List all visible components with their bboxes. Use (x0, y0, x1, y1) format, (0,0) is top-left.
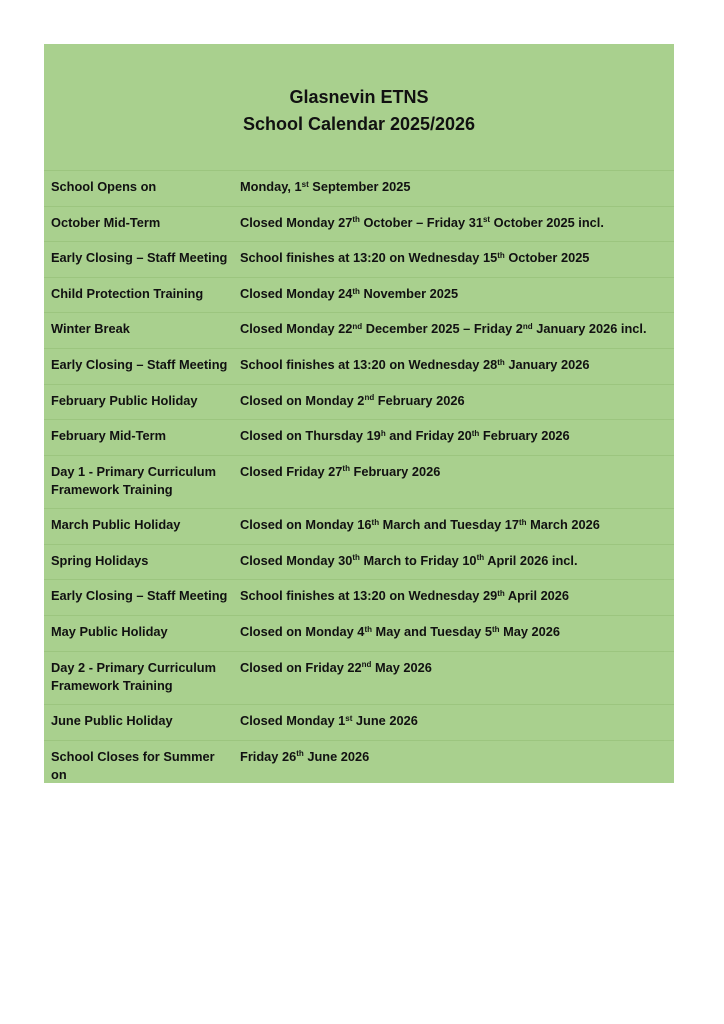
ordinal-suffix: th (352, 553, 360, 563)
ordinal-suffix: th (497, 357, 505, 367)
date-text: September 2025 (308, 179, 411, 194)
calendar-row (44, 508, 674, 544)
event-label: February Public Holiday (51, 392, 198, 408)
date-text: Closed Monday 24 (240, 285, 353, 301)
calendar-row (44, 455, 674, 508)
date-text: Closed Monday 1 (240, 712, 346, 728)
calendar-row (44, 419, 674, 455)
date-text: March to Friday 10 (359, 552, 477, 568)
event-label: Spring Holidays (51, 552, 149, 568)
event-date (240, 285, 670, 303)
date-text: May 2026 (371, 659, 432, 675)
event-date (240, 214, 670, 232)
date-text: December 2025 – Friday 2 (362, 321, 523, 337)
date-text: March and Tuesday 17 (379, 517, 519, 533)
calendar-row (44, 241, 674, 277)
event-date (240, 392, 670, 410)
date-text: Closed on Thursday 19 (240, 428, 381, 444)
date-text: Closed Monday 22 (240, 321, 353, 337)
date-text: School finishes at 13:20 on Wednesday 29 (240, 588, 498, 604)
school-name: Glasnevin ETNS (289, 87, 429, 107)
event-label: June Public Holiday (51, 712, 173, 728)
ordinal-suffix: nd (352, 322, 363, 332)
event-label: School Closes for Summer on (51, 748, 215, 782)
date-text: June 2026 (352, 712, 418, 728)
date-text: June 2026 (303, 748, 370, 764)
calendar-row (44, 704, 674, 740)
ordinal-suffix: th (352, 286, 360, 296)
calendar-row (44, 312, 674, 348)
calendar-row (44, 740, 674, 782)
ordinal-suffix: st (482, 215, 491, 225)
calendar-table (44, 170, 674, 782)
ordinal-suffix: th (491, 624, 500, 634)
calendar-row (44, 384, 674, 420)
event-date (240, 320, 670, 338)
ordinal-suffix: th (497, 589, 505, 599)
ordinal-suffix: th (364, 624, 372, 634)
event-label: Child Protection Training (51, 285, 204, 301)
ordinal-suffix: st (345, 713, 353, 723)
calendar-row (44, 651, 674, 704)
ordinal-suffix: th (352, 215, 360, 225)
calendar-row (44, 277, 674, 313)
event-label: Early Closing – Staff Meeting (51, 588, 228, 604)
event-label: February Mid-Term (51, 428, 166, 444)
date-text: May and Tuesday 5 (372, 623, 492, 639)
ordinal-suffix: th (518, 517, 527, 527)
date-text: School finishes at 13:20 on Wednesday 28 (240, 356, 498, 372)
calendar-row (44, 170, 674, 206)
calendar-row (44, 615, 674, 651)
ordinal-suffix: h (380, 428, 386, 438)
ordinal-suffix: th (371, 517, 380, 527)
date-text: January 2026 (504, 356, 590, 372)
date-text: Closed Monday 30 (240, 552, 353, 568)
date-text: Friday 26 (240, 748, 297, 764)
event-date (240, 552, 670, 570)
ordinal-suffix: nd (522, 322, 533, 332)
date-text: February 2026 (349, 463, 441, 479)
calendar-panel (44, 44, 674, 783)
calendar-row (44, 579, 674, 615)
ordinal-suffix: st (301, 179, 309, 189)
date-text: November 2025 (359, 285, 459, 301)
date-text: and Friday 20 (385, 428, 472, 444)
event-label: Day 1 - Primary Curriculum Framework Training (51, 463, 216, 497)
date-text: Monday, 1 (240, 179, 302, 194)
calendar-row (44, 348, 674, 384)
event-date (240, 623, 670, 641)
calendar-title (44, 84, 674, 138)
ordinal-suffix: th (476, 553, 485, 563)
date-text: January 2026 incl. (532, 321, 647, 337)
date-text: Closed Friday 27 (240, 463, 343, 479)
date-text: School finishes at 13:20 on Wednesday 15 (240, 250, 498, 266)
calendar-row (44, 206, 674, 242)
date-text: February 2026 (374, 392, 465, 408)
date-text: Closed Monday 27 (240, 214, 353, 230)
date-text: February 2026 (479, 428, 570, 444)
date-text: October – Friday 31 (359, 214, 483, 230)
ordinal-suffix: th (342, 464, 350, 474)
event-date (240, 249, 670, 267)
ordinal-suffix: th (471, 428, 480, 438)
date-text: Closed on Friday 22 (240, 659, 362, 675)
event-label: Day 2 - Primary Curriculum Framework Training (51, 659, 216, 693)
calendar-year-title: School Calendar 2025/2026 (242, 114, 476, 134)
date-text: March 2026 (526, 517, 600, 533)
event-date (240, 427, 670, 445)
event-label: May Public Holiday (51, 623, 168, 639)
date-text: Closed on Monday 2 (240, 392, 365, 408)
calendar-row (44, 544, 674, 580)
event-label: October Mid-Term (51, 214, 161, 230)
event-date (240, 463, 670, 481)
date-text: April 2026 (504, 588, 570, 604)
ordinal-suffix: th (296, 749, 304, 759)
event-date (240, 748, 670, 766)
event-date (240, 516, 670, 534)
event-label: March Public Holiday (51, 517, 181, 533)
event-date (240, 178, 670, 196)
date-text: Closed on Monday 4 (240, 623, 365, 639)
ordinal-suffix: th (497, 250, 505, 260)
ordinal-suffix: nd (361, 660, 372, 670)
event-date (240, 712, 670, 730)
event-label: Early Closing – Staff Meeting (51, 250, 228, 266)
event-date (240, 659, 670, 677)
date-text: October 2025 (504, 250, 590, 266)
date-text: Closed on Monday 16 (240, 517, 372, 533)
ordinal-suffix: nd (364, 393, 375, 403)
date-text: April 2026 incl. (484, 552, 578, 568)
date-text: May 2026 (499, 623, 560, 639)
event-date (240, 356, 670, 374)
event-label: Early Closing – Staff Meeting (51, 356, 228, 372)
event-date (240, 587, 670, 605)
event-label: Winter Break (51, 321, 130, 337)
event-label: School Opens on (51, 179, 157, 194)
date-text: October 2025 incl. (490, 214, 604, 230)
